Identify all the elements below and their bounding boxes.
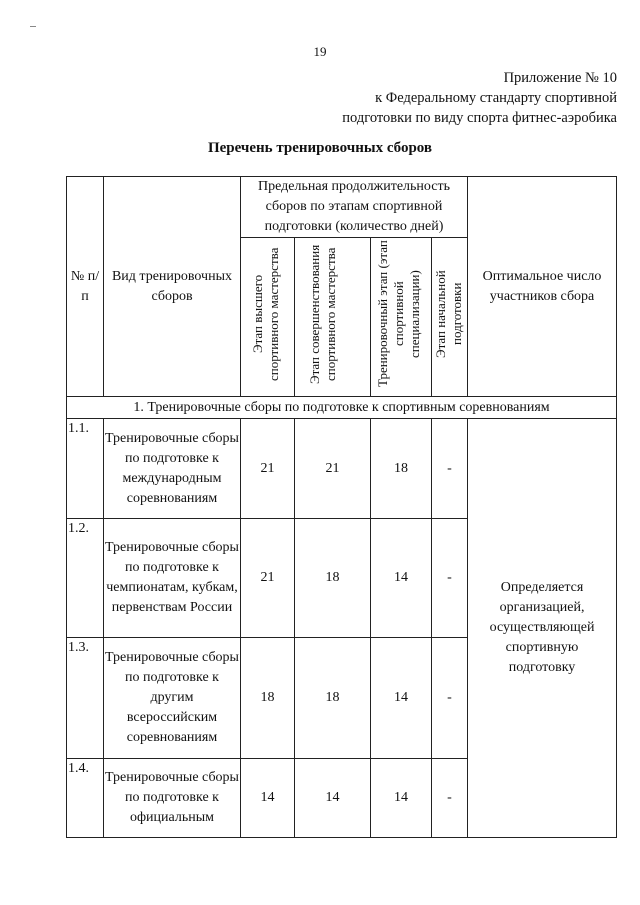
row-value-stage1: 14 — [241, 759, 295, 838]
row-value-stage2: 18 — [295, 519, 371, 638]
row-value-stage1: 21 — [241, 419, 295, 519]
row-value-stage2: 21 — [295, 419, 371, 519]
header-stage-training: Тренировочный этап (этап спортивной специализации) — [371, 238, 432, 397]
header-stage-initial: Этап начальной подготовки — [432, 238, 468, 397]
appendix-line-2: к Федеральному стандарту спортивной — [375, 90, 617, 106]
header-num: № п/п — [67, 177, 104, 397]
appendix-line-1: Приложение № 10 — [503, 70, 617, 86]
row-number: 1.3. — [67, 638, 104, 759]
row-name: Тренировочные сборы по подготовке к официальным — [104, 759, 241, 838]
participants-note: Определяется организацией, осуществляющей спортивную подготовку — [468, 419, 617, 838]
row-value-stage2: 18 — [295, 638, 371, 759]
row-value-stage1: 21 — [241, 519, 295, 638]
document-title: Перечень тренировочных сборов — [207, 140, 433, 156]
page-number: 19 — [313, 44, 327, 59]
row-name: Тренировочные сборы по подготовке к международным соревнованиям — [104, 419, 241, 519]
row-name: Тренировочные сборы по подготовке к другим всероссийским соревнованиям — [104, 638, 241, 759]
header-type: Вид тренировочных сборов — [104, 177, 241, 397]
row-value-stage3: 14 — [371, 759, 432, 838]
row-value-stage2: 14 — [295, 759, 371, 838]
table-row — [67, 419, 617, 519]
row-value-stage4: - — [432, 519, 468, 638]
row-value-stage1: 18 — [241, 638, 295, 759]
header-duration: Предельная продолжительность сборов по этапам спортивной подготовки (количество дней) — [241, 177, 468, 238]
row-name: Тренировочные сборы по подготовке к чемпионатам, кубкам, первенствам России — [104, 519, 241, 638]
header-participants: Оптимальное число участников сбора — [468, 177, 617, 397]
row-number: 1.4. — [67, 759, 104, 838]
row-value-stage4: - — [432, 759, 468, 838]
appendix-header — [342, 68, 617, 128]
row-value-stage4: - — [432, 638, 468, 759]
row-number: 1.2. — [67, 519, 104, 638]
row-value-stage3: 18 — [371, 419, 432, 519]
row-value-stage3: 14 — [371, 638, 432, 759]
header-stage-higher-mastery: Этап высшего спортивного мастерства — [241, 238, 295, 397]
scan-mark — [30, 26, 36, 27]
header-stage-improvement: Этап совершенствования спортивного мастерства — [295, 238, 371, 397]
row-number: 1.1. — [67, 419, 104, 519]
training-camps-table — [66, 176, 617, 838]
row-value-stage4: - — [432, 419, 468, 519]
row-value-stage3: 14 — [371, 519, 432, 638]
appendix-line-3: подготовки по виду спорта фитнес-аэробика — [342, 110, 617, 126]
section-heading: 1. Тренировочные сборы по подготовке к спортивным соревнованиям — [67, 397, 617, 419]
